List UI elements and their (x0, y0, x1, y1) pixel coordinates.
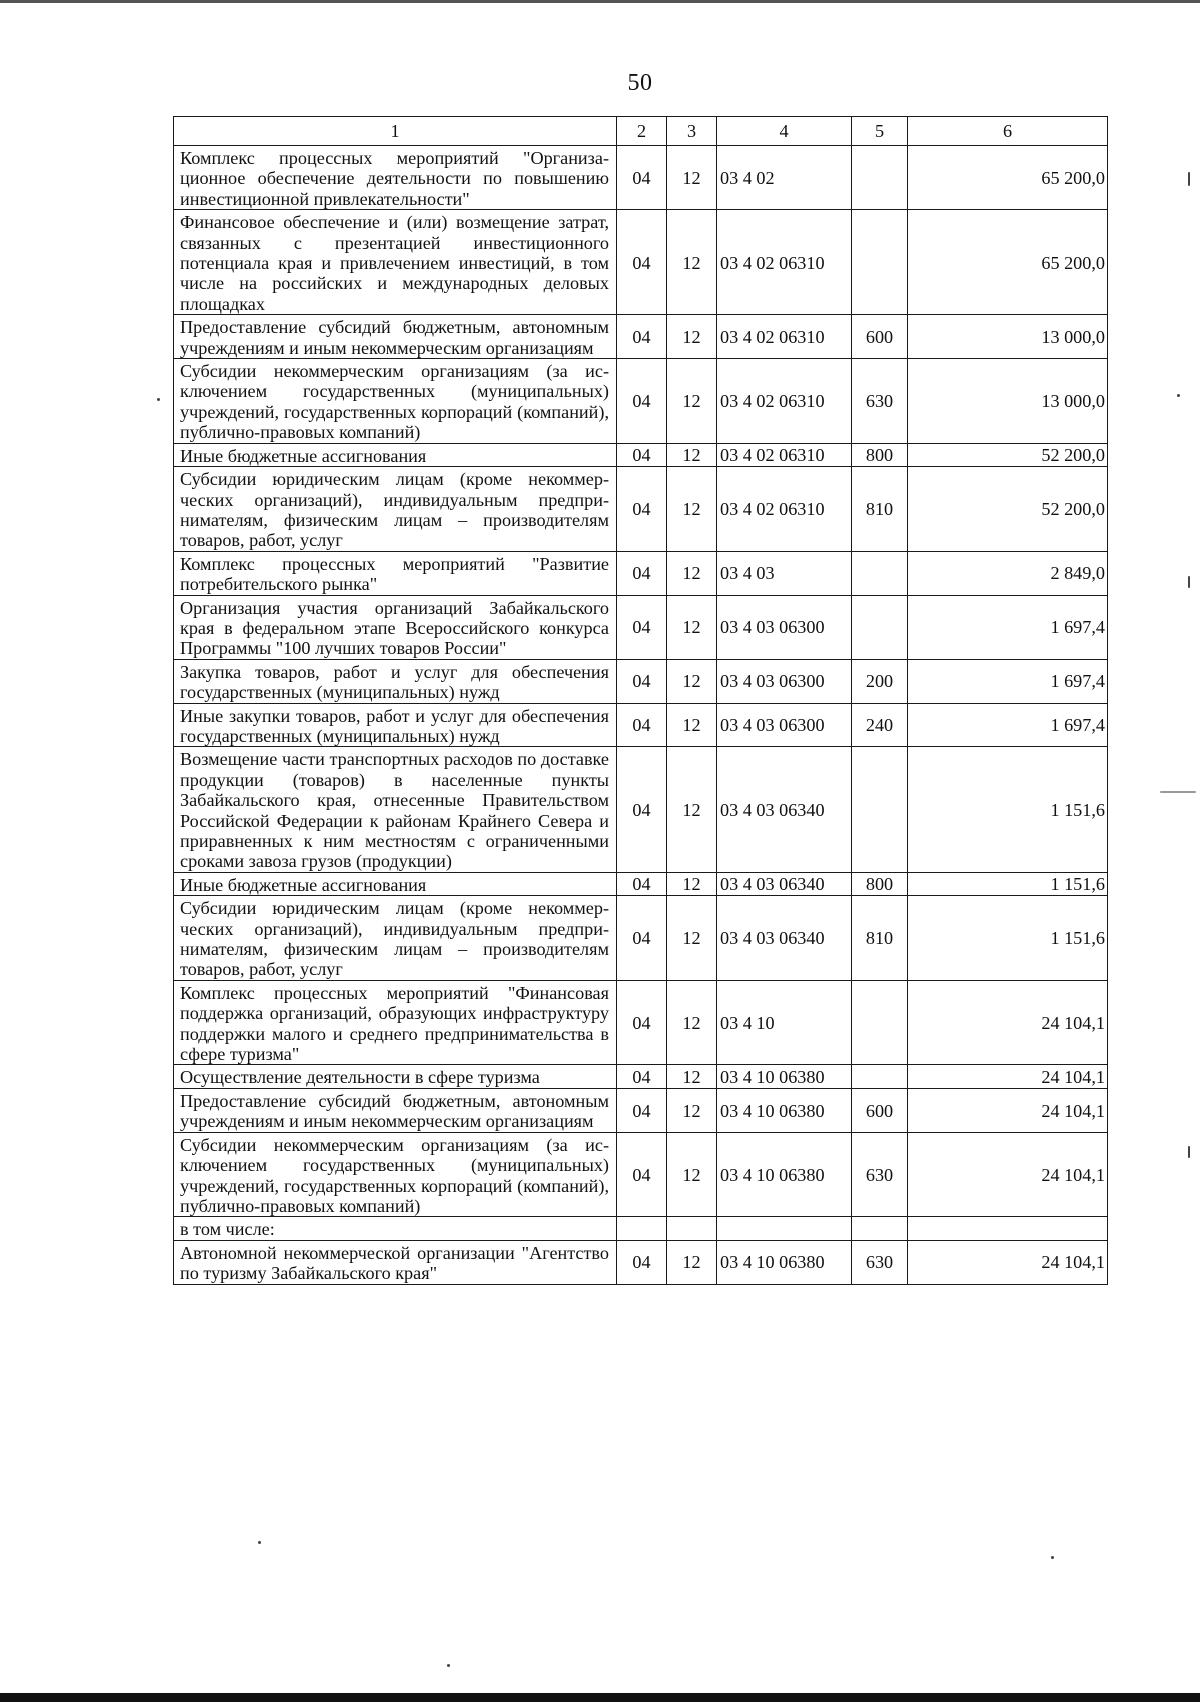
cell-amount: 1 697,4 (908, 659, 1108, 703)
cell-target-article: 03 4 02 06310 (717, 443, 852, 466)
cell-amount: 1 151,6 (908, 747, 1108, 872)
cell-subsection: 12 (667, 467, 717, 552)
column-header-5: 5 (852, 117, 908, 146)
cell-target-article: 03 4 02 06310 (717, 467, 852, 552)
cell-target-article: 03 4 02 06310 (717, 359, 852, 444)
cell-section: 04 (617, 659, 667, 703)
cell-expense-type: 200 (852, 659, 908, 703)
cell-amount: 1 151,6 (908, 896, 1108, 981)
cell-subsection: 12 (667, 896, 717, 981)
cell-target-article (717, 1217, 852, 1240)
cell-section: 04 (617, 210, 667, 315)
cell-section: 04 (617, 980, 667, 1065)
table-row (174, 659, 1108, 703)
cell-section: 04 (617, 1065, 667, 1088)
cell-subsection: 12 (667, 551, 717, 595)
cell-target-article: 03 4 03 06300 (717, 703, 852, 747)
cell-expense-type: 800 (852, 443, 908, 466)
cell-target-article: 03 4 03 06340 (717, 872, 852, 895)
cell-amount: 24 104,1 (908, 1065, 1108, 1088)
cell-target-article: 03 4 03 06340 (717, 896, 852, 981)
scan-edge-bottom (0, 1693, 1200, 1702)
table-row (174, 1217, 1108, 1240)
cell-expense-type: 600 (852, 1088, 908, 1132)
cell-section: 04 (617, 595, 667, 659)
table-row (174, 872, 1108, 895)
cell-subsection: 12 (667, 980, 717, 1065)
table-row (174, 467, 1108, 552)
cell-expense-type (852, 551, 908, 595)
cell-expense-type (852, 595, 908, 659)
cell-name: Организация участия организаций Забайкальского края в федеральном этапе Всероссийского конкурса Программы "100 лучших товаров России" (174, 595, 617, 659)
cell-name: Финансовое обеспечение и (или) возмещение затрат, связанных с презентацией инвестиционного потенциала края и привлечением инвестиций, в том числе на российских и международных деловых площадках (174, 210, 617, 315)
cell-target-article: 03 4 03 06300 (717, 659, 852, 703)
cell-subsection: 12 (667, 659, 717, 703)
cell-section: 04 (617, 146, 667, 210)
scan-speck (1177, 394, 1180, 397)
cell-amount: 1 697,4 (908, 703, 1108, 747)
cell-name: Осуществление деятельности в сфере туризма (174, 1065, 617, 1088)
scan-speck (1188, 1146, 1190, 1158)
page-number: 50 (627, 70, 653, 96)
cell-section: 04 (617, 1132, 667, 1217)
table-row (174, 443, 1108, 466)
cell-subsection: 12 (667, 703, 717, 747)
cell-name: Комплекс процессных мероприятий "Развитие потребительского рынка" (174, 551, 617, 595)
scan-speck (447, 1664, 450, 1667)
cell-name: Иные бюджетные ассигнования (174, 443, 617, 466)
cell-expense-type: 810 (852, 896, 908, 981)
cell-amount: 52 200,0 (908, 443, 1108, 466)
budget-table (173, 116, 1108, 1285)
cell-section: 04 (617, 443, 667, 466)
cell-name: Субсидии некоммерческим организациям (за исключением государственных (муниципальных) учреждений, государственных корпораций (компаний), публично-правовых компаний) (174, 359, 617, 444)
scan-edge-top (0, 0, 1200, 3)
cell-subsection (667, 1217, 717, 1240)
cell-expense-type (852, 210, 908, 315)
table-row (174, 896, 1108, 981)
cell-section: 04 (617, 1088, 667, 1132)
cell-expense-type (852, 146, 908, 210)
cell-amount: 24 104,1 (908, 1240, 1108, 1284)
table-row (174, 1065, 1108, 1088)
cell-name: Предоставление субсидий бюджетным, автономным учреждениям и иным некоммерческим организациям (174, 315, 617, 359)
column-header-6: 6 (908, 117, 1108, 146)
cell-amount: 1 697,4 (908, 595, 1108, 659)
cell-expense-type: 600 (852, 315, 908, 359)
cell-subsection: 12 (667, 872, 717, 895)
cell-name: Иные закупки товаров, работ и услуг для обеспечения государственных (муниципальных) нужд (174, 703, 617, 747)
table-row (174, 980, 1108, 1065)
cell-target-article: 03 4 02 06310 (717, 315, 852, 359)
cell-section: 04 (617, 315, 667, 359)
scan-speck (1160, 791, 1196, 793)
cell-section: 04 (617, 359, 667, 444)
cell-name: Комплекс процессных мероприятий "Финансовая поддержка организаций, образующих инфраструктуру поддержки малого и среднего предпринимательства в сфере туризма" (174, 980, 617, 1065)
cell-name: Субсидии юридическим лицам (кроме некоммерческих организаций), индивидуальным предпринимателям, физическим лицам – производителям товаров, работ, услуг (174, 896, 617, 981)
cell-subsection: 12 (667, 747, 717, 872)
scan-speck (1051, 1556, 1054, 1559)
cell-section: 04 (617, 872, 667, 895)
cell-amount: 24 104,1 (908, 1132, 1108, 1217)
cell-name: Закупка товаров, работ и услуг для обеспечения государственных (муниципальных) нужд (174, 659, 617, 703)
scan-speck (157, 398, 160, 401)
cell-subsection: 12 (667, 1240, 717, 1284)
cell-target-article: 03 4 03 06300 (717, 595, 852, 659)
cell-section: 04 (617, 1240, 667, 1284)
table-row (174, 703, 1108, 747)
column-header-3: 3 (667, 117, 717, 146)
cell-target-article: 03 4 10 06380 (717, 1132, 852, 1217)
cell-subsection: 12 (667, 1132, 717, 1217)
table-row (174, 747, 1108, 872)
cell-name: Комплекс процессных мероприятий "Организационное обеспечение деятельности по повышению инвестиционной привлекательности" (174, 146, 617, 210)
header-row (174, 117, 1108, 146)
table-body (174, 146, 1108, 1285)
cell-subsection: 12 (667, 359, 717, 444)
cell-expense-type (852, 980, 908, 1065)
cell-name: Субсидии некоммерческим организациям (за исключением государственных (муниципальных) учреждений, государственных корпораций (компаний), публично-правовых компаний) (174, 1132, 617, 1217)
cell-amount: 2 849,0 (908, 551, 1108, 595)
table-row (174, 1088, 1108, 1132)
cell-target-article: 03 4 10 06380 (717, 1088, 852, 1132)
cell-expense-type: 800 (852, 872, 908, 895)
table-row (174, 1240, 1108, 1284)
table-row (174, 551, 1108, 595)
cell-name: Иные бюджетные ассигнования (174, 872, 617, 895)
scan-speck (258, 1541, 261, 1544)
table-header (174, 117, 1108, 146)
cell-expense-type: 810 (852, 467, 908, 552)
cell-expense-type (852, 1065, 908, 1088)
cell-name: Автономной некоммерческой организации "Агентство по туризму Забайкальского края" (174, 1240, 617, 1284)
cell-expense-type (852, 747, 908, 872)
cell-amount: 65 200,0 (908, 210, 1108, 315)
cell-subsection: 12 (667, 443, 717, 466)
scan-speck (1188, 576, 1190, 588)
cell-expense-type: 630 (852, 1132, 908, 1217)
cell-subsection: 12 (667, 210, 717, 315)
cell-target-article: 03 4 02 06310 (717, 210, 852, 315)
cell-expense-type: 630 (852, 1240, 908, 1284)
cell-amount (908, 1217, 1108, 1240)
column-header-4: 4 (717, 117, 852, 146)
cell-expense-type (852, 1217, 908, 1240)
cell-subsection: 12 (667, 1088, 717, 1132)
cell-expense-type: 630 (852, 359, 908, 444)
cell-amount: 1 151,6 (908, 872, 1108, 895)
cell-amount: 13 000,0 (908, 359, 1108, 444)
cell-section: 04 (617, 551, 667, 595)
table-row (174, 315, 1108, 359)
table-row (174, 595, 1108, 659)
cell-name: Возмещение части транспортных расходов по доставке продукции (товаров) в населенные пункты Забайкальского края, отнесенные Правительством Российской Федерации к районам Крайнего Севера и приравненных к ним местностям с ограниченными сроками завоза грузов (продукции) (174, 747, 617, 872)
cell-name: в том числе: (174, 1217, 617, 1240)
cell-amount: 65 200,0 (908, 146, 1108, 210)
cell-target-article: 03 4 10 (717, 980, 852, 1065)
cell-section (617, 1217, 667, 1240)
cell-target-article: 03 4 03 (717, 551, 852, 595)
scan-speck (1188, 172, 1190, 186)
cell-amount: 24 104,1 (908, 1088, 1108, 1132)
cell-section: 04 (617, 467, 667, 552)
cell-section: 04 (617, 703, 667, 747)
table-row (174, 146, 1108, 210)
cell-section: 04 (617, 896, 667, 981)
cell-amount: 24 104,1 (908, 980, 1108, 1065)
cell-subsection: 12 (667, 1065, 717, 1088)
cell-amount: 13 000,0 (908, 315, 1108, 359)
cell-amount: 52 200,0 (908, 467, 1108, 552)
column-header-2: 2 (617, 117, 667, 146)
table-row (174, 1132, 1108, 1217)
cell-subsection: 12 (667, 315, 717, 359)
cell-expense-type: 240 (852, 703, 908, 747)
column-header-1: 1 (174, 117, 617, 146)
table-row (174, 210, 1108, 315)
cell-target-article: 03 4 10 06380 (717, 1065, 852, 1088)
cell-name: Предоставление субсидий бюджетным, автономным учреждениям и иным некоммерческим организациям (174, 1088, 617, 1132)
cell-subsection: 12 (667, 146, 717, 210)
cell-subsection: 12 (667, 595, 717, 659)
cell-target-article: 03 4 10 06380 (717, 1240, 852, 1284)
table-row (174, 359, 1108, 444)
cell-target-article: 03 4 02 (717, 146, 852, 210)
cell-name: Субсидии юридическим лицам (кроме некоммерческих организаций), индивидуальным предпринимателям, физическим лицам – производителям товаров, работ, услуг (174, 467, 617, 552)
cell-section: 04 (617, 747, 667, 872)
cell-target-article: 03 4 03 06340 (717, 747, 852, 872)
